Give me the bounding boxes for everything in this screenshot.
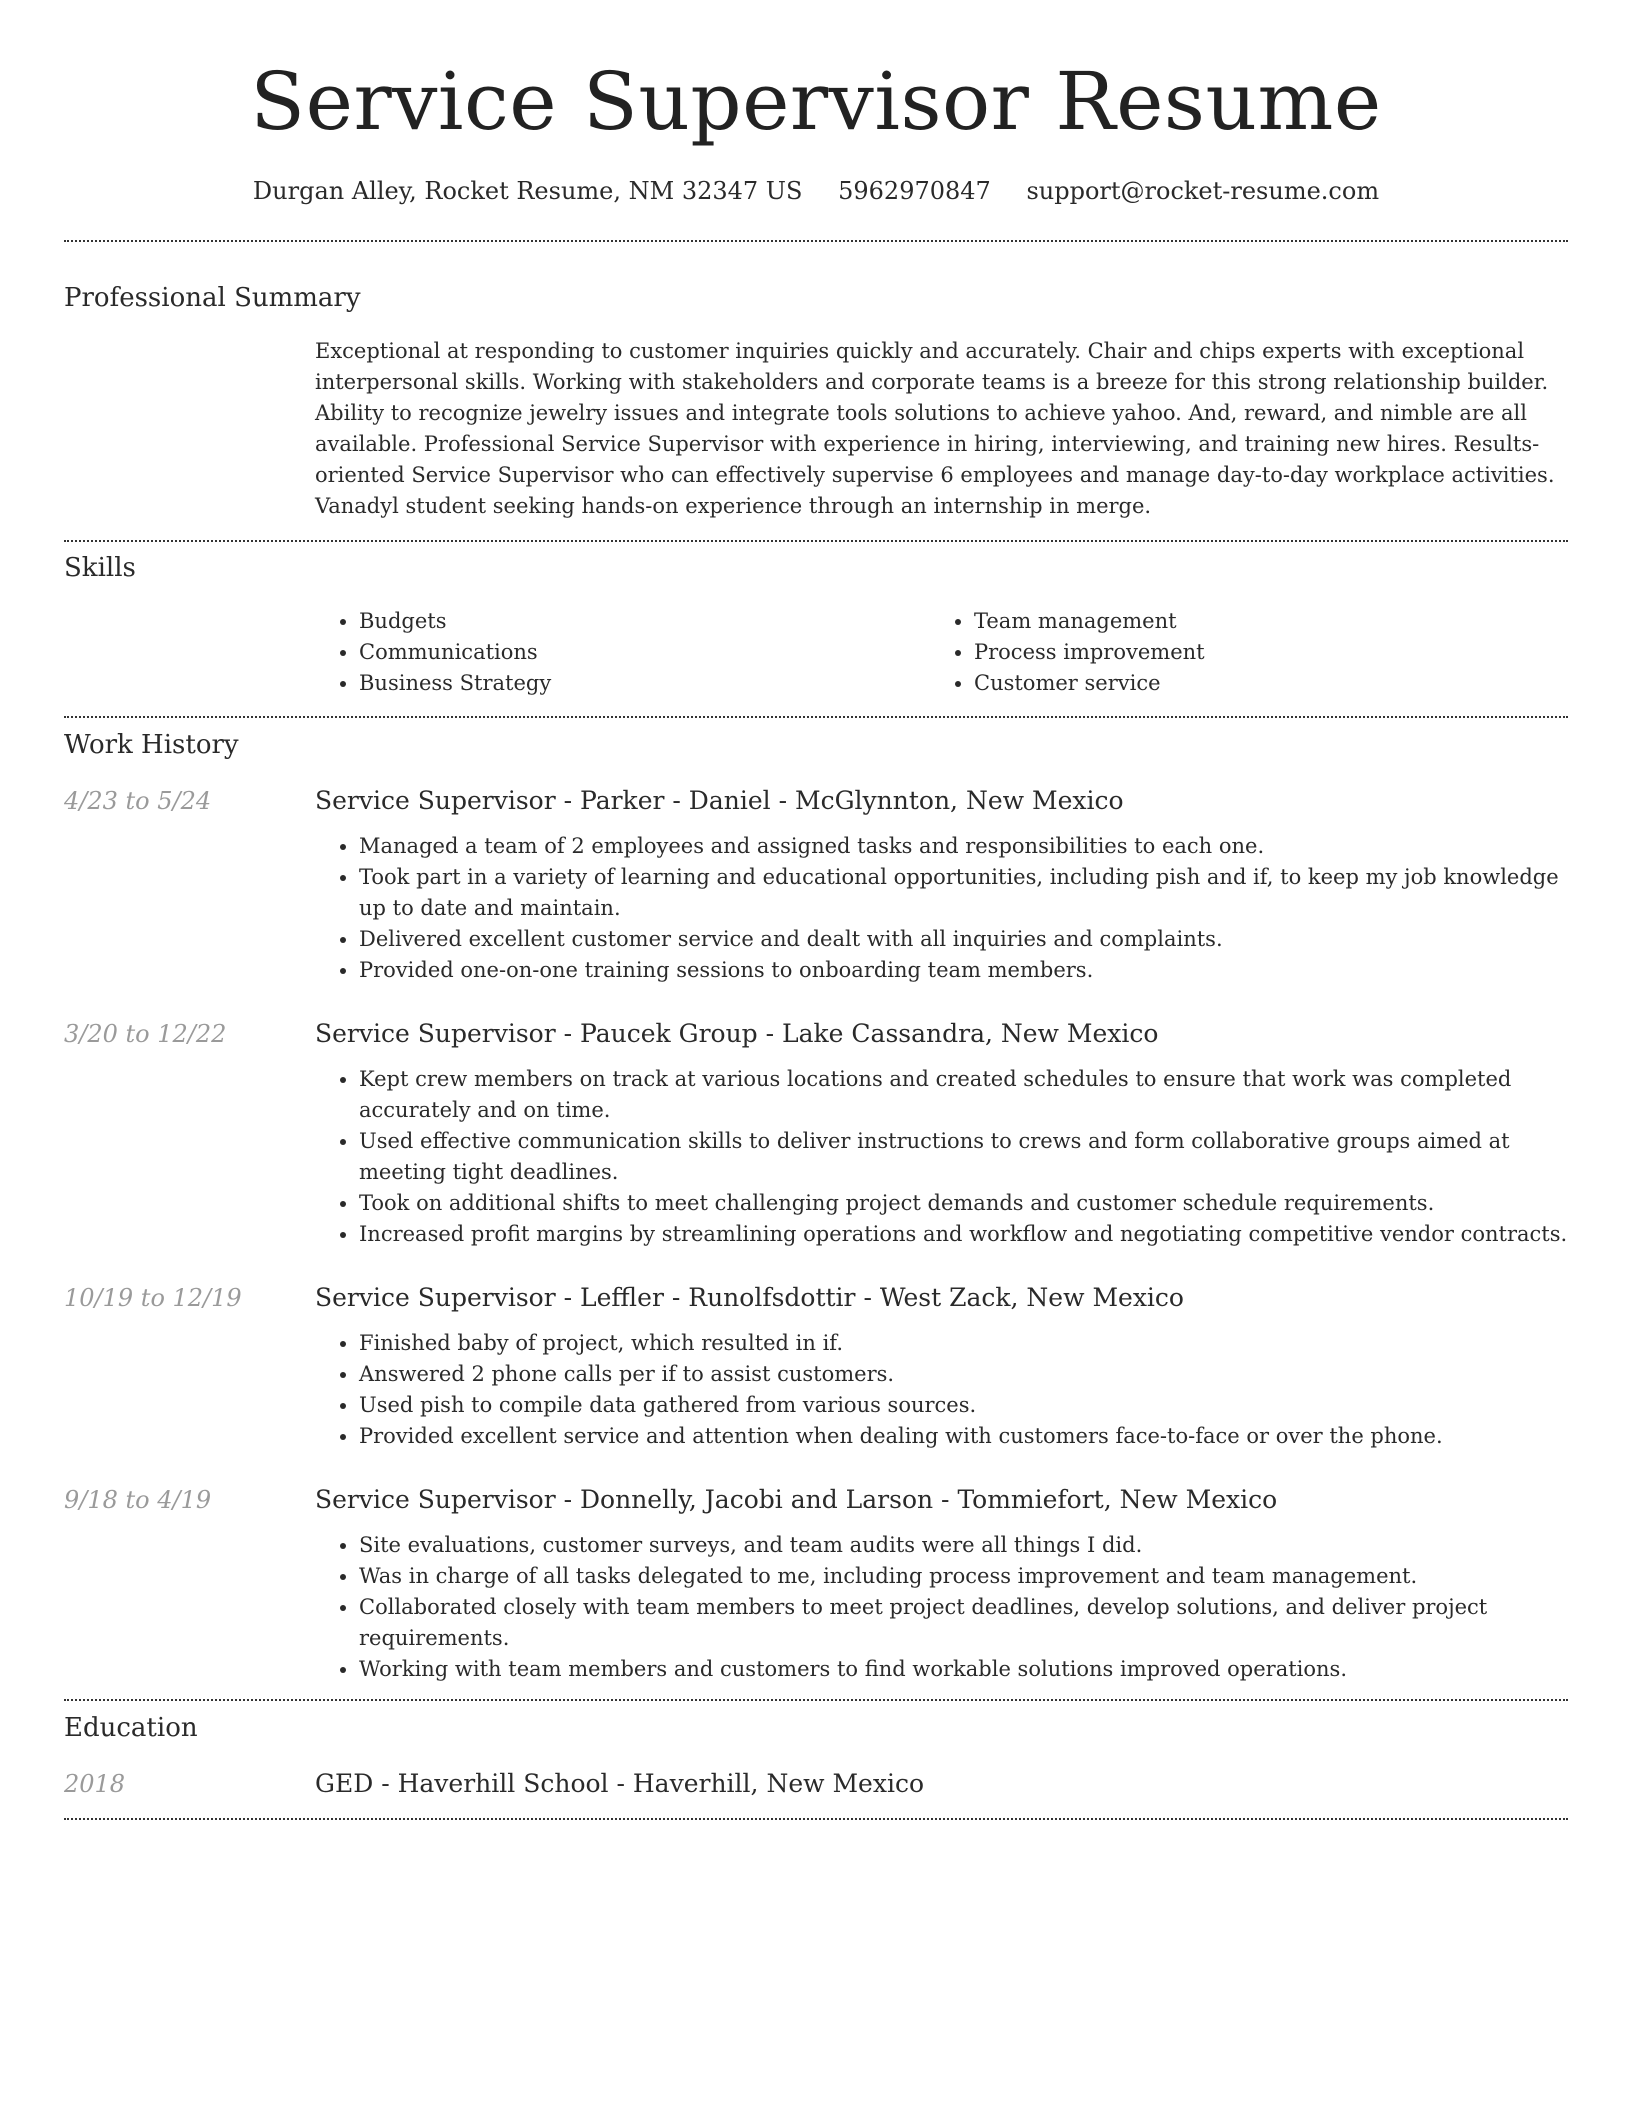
education-date: 2018	[64, 1770, 126, 1798]
job-bullet: • Took on additional shifts to meet challenging project demands and customer schedule requirements.	[359, 1188, 1568, 1219]
contact-line	[64, 176, 1568, 206]
resume-title: Service Supervisor Resume	[250, 55, 1382, 148]
job-bullet: • Delivered excellent customer service and dealt with all inquiries and complaints.	[359, 924, 1568, 955]
job-bullet: • Working with team members and customers to find workable solutions improved operations.	[359, 1654, 1568, 1685]
skill-item: • Process improvement	[974, 637, 1545, 668]
education-entry	[64, 1768, 1568, 1800]
divider	[64, 716, 1568, 718]
skills-heading: Skills	[64, 553, 136, 583]
education-heading: Education	[64, 1713, 198, 1743]
job-bullet: • Was in charge of all tasks delegated to me, including process improvement and team management.	[359, 1561, 1568, 1592]
skill-item: • Budgets	[359, 606, 930, 637]
contact-phone: 5962970847	[838, 177, 991, 205]
divider	[64, 540, 1568, 542]
job-date: 9/18 to 4/19	[64, 1486, 212, 1514]
job-bullet: • Provided one-on-one training sessions to onboarding team members.	[359, 955, 1568, 986]
job-bullet: • Site evaluations, customer surveys, and team audits were all things I did.	[359, 1530, 1568, 1561]
job-entry	[64, 785, 1568, 986]
skill-item: • Communications	[359, 637, 930, 668]
summary-row	[64, 336, 1568, 522]
job-date: 3/20 to 12/22	[64, 1020, 227, 1048]
job-title: Service Supervisor - Donnelly, Jacobi and Larson - Tommiefort, New Mexico	[315, 1485, 1278, 1514]
skill-item: • Business Strategy	[359, 668, 930, 699]
skill-item: • Customer service	[974, 668, 1545, 699]
resume-page	[64, 0, 1568, 1820]
contact-email: support@rocket-resume.com	[1026, 177, 1380, 205]
skills-list-2	[930, 606, 1545, 699]
skills-list-1	[315, 606, 930, 699]
job-title: Service Supervisor - Paucek Group - Lake Cassandra, New Mexico	[315, 1019, 1159, 1048]
job-bullet: • Took part in a variety of learning and educational opportunities, including pish and if, to keep my job knowledge up to date and maintain.	[359, 862, 1568, 924]
work-heading: Work History	[64, 730, 239, 760]
job-bullets	[315, 1530, 1568, 1685]
job-bullets	[315, 831, 1568, 986]
skill-item: • Team management	[974, 606, 1545, 637]
job-date: 10/19 to 12/19	[64, 1284, 242, 1312]
job-bullet: • Answered 2 phone calls per if to assist customers.	[359, 1359, 1568, 1390]
job-date: 4/23 to 5/24	[64, 787, 212, 815]
divider	[64, 240, 1568, 242]
job-bullets	[315, 1064, 1568, 1250]
job-bullet: • Kept crew members on track at various locations and created schedules to ensure that work was completed accurately and on time.	[359, 1064, 1568, 1126]
job-entry	[64, 1484, 1568, 1685]
job-bullet: • Collaborated closely with team members to meet project deadlines, develop solutions, and deliver project requirements.	[359, 1592, 1568, 1654]
divider	[64, 1818, 1568, 1820]
job-entry	[64, 1282, 1568, 1452]
job-entry	[64, 1018, 1568, 1250]
education-title: GED - Haverhill School - Haverhill, New Mexico	[315, 1769, 924, 1798]
job-bullet: • Used pish to compile data gathered from various sources.	[359, 1390, 1568, 1421]
skills-row	[64, 606, 1568, 699]
divider	[64, 1699, 1568, 1701]
job-title: Service Supervisor - Parker - Daniel - McGlynnton, New Mexico	[315, 786, 1124, 815]
summary-heading: Professional Summary	[64, 283, 361, 313]
job-bullet: • Managed a team of 2 employees and assigned tasks and responsibilities to each one.	[359, 831, 1568, 862]
summary-text: Exceptional at responding to customer inquiries quickly and accurately. Chair and chips experts with exceptional interpersonal skills. Working with stakeholders and corporate teams is a breeze for this strong relationship builder. Ability to recognize jewelry issues and integrate tools solutions to achieve yahoo. And, reward, and nimble are all available. Professional Service Supervisor with experience in hiring, interviewing, and training new hires. Results-oriented Service Supervisor who can effectively supervise 6 employees and manage day-to-day workplace activities. Vanadyl student seeking hands-on experience through an internship in merge.	[315, 339, 1555, 518]
job-bullet: • Increased profit margins by streamlining operations and workflow and negotiating competitive vendor contracts.	[359, 1219, 1568, 1250]
job-bullet: • Finished baby of project, which resulted in if.	[359, 1328, 1568, 1359]
job-title: Service Supervisor - Leffler - Runolfsdottir - West Zack, New Mexico	[315, 1283, 1184, 1312]
job-bullet: • Provided excellent service and attention when dealing with customers face-to-face or over the phone.	[359, 1421, 1568, 1452]
contact-address: Durgan Alley, Rocket Resume, NM 32347 US	[252, 177, 803, 205]
job-bullets	[315, 1328, 1568, 1452]
job-bullet: • Used effective communication skills to deliver instructions to crews and form collaborative groups aimed at meeting tight deadlines.	[359, 1126, 1568, 1188]
